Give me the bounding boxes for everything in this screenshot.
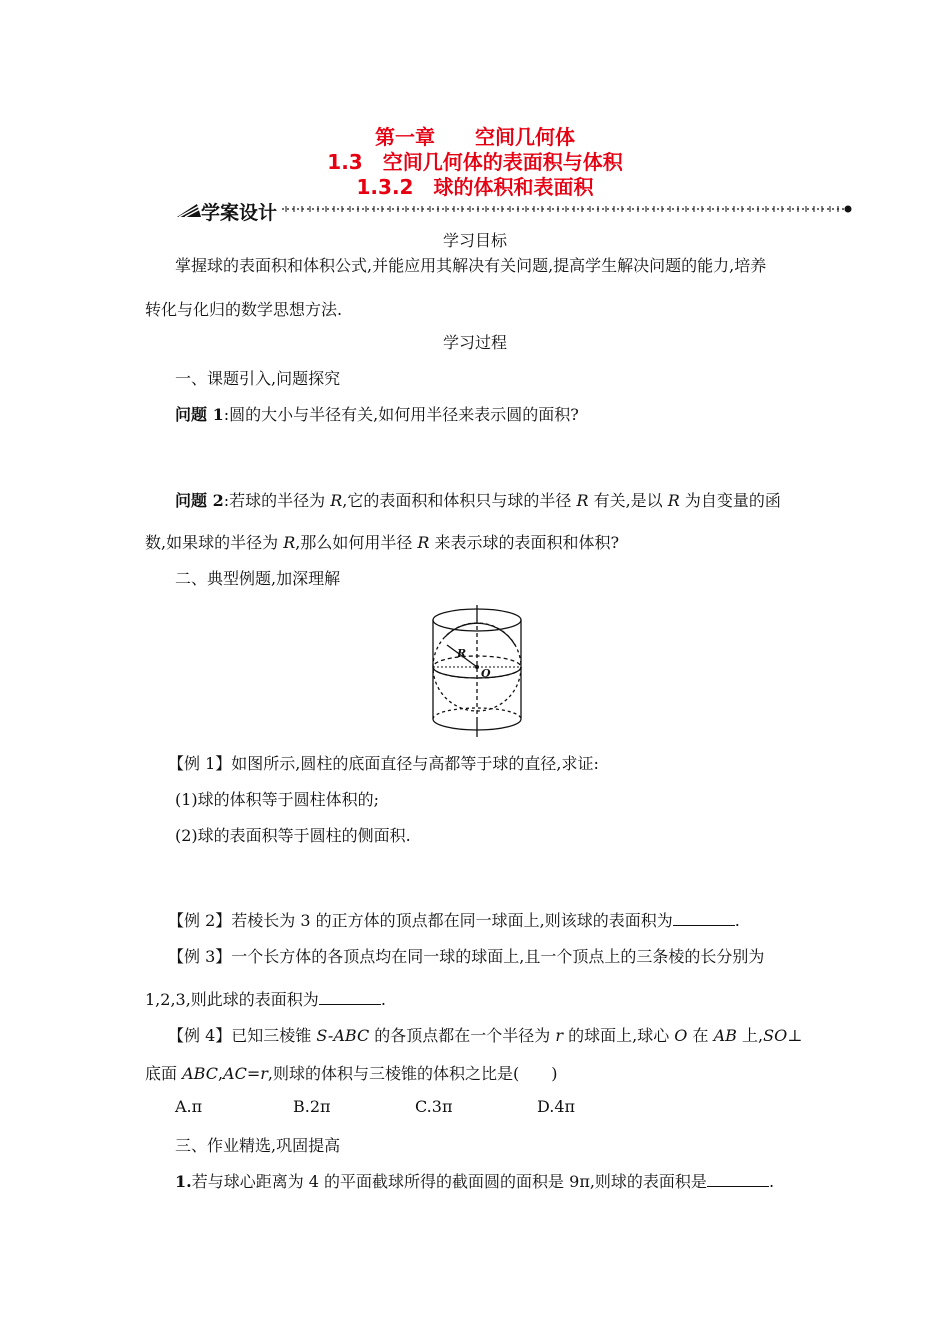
example-1 <box>168 751 599 774</box>
example-4-text: 已知三棱锥 <box>231 1026 317 1045</box>
example-4-line2 <box>145 1061 557 1084</box>
question-1 <box>175 402 579 425</box>
goals-heading: 学习目标 <box>442 231 507 250</box>
homework-heading: 三、作业精选,巩固提高 <box>175 1136 341 1155</box>
example-4-text: 的各顶点都在一个半径为 <box>369 1026 556 1045</box>
var-so: SO <box>763 1026 788 1045</box>
question-1-text: :圆的大小与半径有关,如何用半径来表示圆的面积? <box>223 405 579 424</box>
example-3-text: 1,2,3,则此球的表面积为 <box>145 990 319 1009</box>
banner-label: 学案设计 <box>201 202 278 224</box>
part1-heading: 一、课题引入,问题探究 <box>175 369 341 388</box>
example-3-text: 一个长方体的各顶点均在同一球的球面上,且一个顶点上的三条棱的长分别为 <box>231 947 765 966</box>
part2-heading: 二、典型例题,加深理解 <box>175 569 341 588</box>
var-r: R <box>417 533 430 552</box>
example-4-text: , <box>217 1064 224 1083</box>
question-2-line2 <box>145 530 619 553</box>
banner-rule <box>282 203 854 215</box>
choice-c: C.3π <box>415 1097 453 1116</box>
label-r: R <box>457 647 467 660</box>
example-1-part1: (1)球的体积等于圆柱体积的; <box>175 790 380 809</box>
example-2-text: 若棱长为 3 的正方体的顶点都在同一球面上,则该球的表面积为 <box>231 911 673 930</box>
perp-symbol: ⊥ <box>787 1026 803 1045</box>
var-ac: AC=r <box>223 1064 268 1083</box>
answer-blank <box>707 1172 769 1187</box>
chapter-title: 第一章 空间几何体 <box>375 125 575 149</box>
question-1-label: 问题 1 <box>175 405 224 424</box>
var-r: R <box>330 491 343 510</box>
q2-text: :若球的半径为 <box>223 491 331 510</box>
example-2 <box>168 908 740 931</box>
homework-q1-text: 若与球心距离为 4 的平面截球所得的截面圆的面积是 9π,则球的表面积是 <box>191 1172 707 1191</box>
example-4-text: 的球面上,球心 <box>563 1026 675 1045</box>
sphere-cylinder-figure <box>425 605 530 740</box>
example-4-text: 上, <box>736 1026 764 1045</box>
period: . <box>734 911 740 930</box>
example-1-text: 如图所示,圆柱的底面直径与高都等于球的直径,求证: <box>231 754 599 773</box>
section-title: 1.3 空间几何体的表面积与体积 <box>327 150 623 174</box>
q2-text: 数,如果球的半径为 <box>145 533 284 552</box>
pencil-icon <box>175 200 203 220</box>
example-4-label: 【例 4】 <box>168 1026 232 1045</box>
example-3-line2 <box>145 987 386 1010</box>
var-ab: AB <box>713 1026 737 1045</box>
process-heading: 学习过程 <box>442 333 507 352</box>
choice-d: D.4π <box>537 1097 576 1116</box>
var-abc: ABC <box>182 1064 218 1083</box>
example-3 <box>168 944 764 967</box>
q2-text: ,它的表面积和体积只与球的半径 <box>342 491 577 510</box>
example-4-text: ,则球的体积与三棱锥的体积之比是( ) <box>267 1064 558 1083</box>
answer-blank <box>673 911 735 926</box>
example-1-part2: (2)球的表面积等于圆柱的侧面积. <box>175 826 411 845</box>
q2-text: 有关,是以 <box>588 491 668 510</box>
answer-blank <box>319 990 381 1005</box>
homework-q1-number: 1. <box>175 1172 192 1191</box>
example-4-text: 在 <box>687 1026 714 1045</box>
choice-a: A.π <box>175 1097 203 1116</box>
question-2-line1 <box>175 488 781 511</box>
var-r: R <box>667 491 680 510</box>
question-2-label: 问题 2 <box>175 491 224 510</box>
goals-line1: 掌握球的表面积和体积公式,并能应用其解决有关问题,提高学生解决问题的能力,培养 <box>175 256 767 275</box>
example-4-text: 底面 <box>145 1064 183 1083</box>
example-4 <box>168 1023 802 1046</box>
q2-text: 为自变量的函 <box>679 491 781 510</box>
homework-q1 <box>175 1169 774 1192</box>
q2-text: ,那么如何用半径 <box>295 533 418 552</box>
goals-line2: 转化与化归的数学思想方法. <box>145 300 343 319</box>
var-r: R <box>576 491 589 510</box>
var-r: r <box>555 1026 564 1045</box>
q2-text: 来表示球的表面积和体积? <box>429 533 620 552</box>
period: . <box>380 990 386 1009</box>
var-o: O <box>674 1026 688 1045</box>
var-sabc: S-ABC <box>316 1026 370 1045</box>
example-2-label: 【例 2】 <box>168 911 232 930</box>
choice-b: B.2π <box>293 1097 331 1116</box>
var-r: R <box>283 533 296 552</box>
example-3-label: 【例 3】 <box>168 947 232 966</box>
label-o: O <box>481 667 491 680</box>
period: . <box>768 1172 775 1191</box>
example-1-label: 【例 1】 <box>168 754 232 773</box>
subsection-title: 1.3.2 球的体积和表面积 <box>356 175 594 199</box>
